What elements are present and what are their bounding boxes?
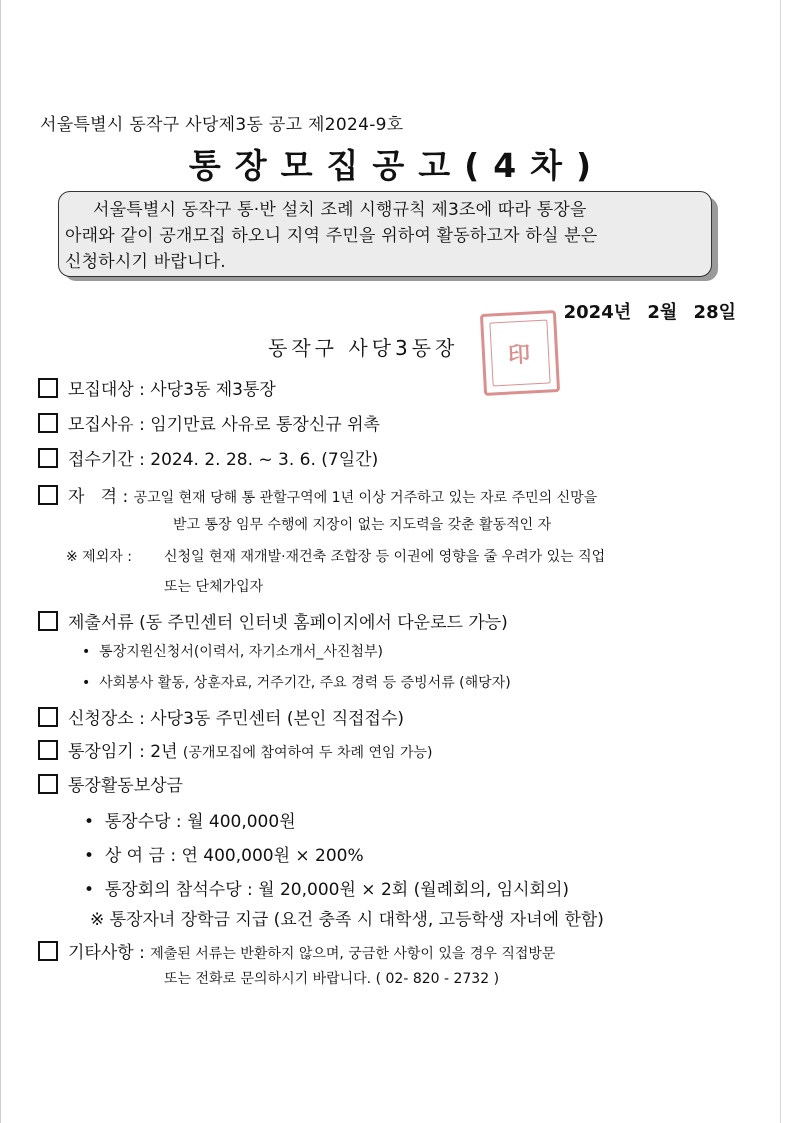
- official-seal: [480, 310, 560, 396]
- item-label: 모집사유: [68, 415, 134, 435]
- item-other: 기타사항 : 제출된 서류는 반환하지 않으며, 궁금한 사항이 있을 경우 직접방문: [38, 938, 555, 963]
- exclusion-label: ※ 제외자 :: [66, 549, 132, 565]
- item-term: 통장임기 : 2년 (공개모집에 참여하여 두 차례 연임 가능): [38, 737, 432, 762]
- notice-date: 2024년 2월 28일: [563, 302, 736, 323]
- item-compensation: [38, 771, 183, 796]
- intro-line-3: 신청하시기 바랍니다.: [65, 252, 226, 272]
- item-qualification: 자 격 : 공고일 현재 당해 통 관할구역에 1년 이상 거주하고 있는 자로 주민의 신망을: [38, 482, 597, 507]
- notice-number: 서울특별시 동작구 사당제3동 공고 제2024-9호: [40, 115, 404, 135]
- item-label: 통장활동보상금: [68, 776, 183, 796]
- intro-line-1: 서울특별시 동작구 통·반 설치 조례 시행규칙 제3조에 따라 통장을: [93, 200, 587, 220]
- item-period: 접수기간 : 2024. 2. 28. ~ 3. 6. (7일간): [38, 445, 378, 470]
- bullet-text: 상 여 금 : 연 400,000원 × 200%: [104, 846, 364, 866]
- item-label: 접수기간: [68, 450, 134, 470]
- exclusion-line-1: 신청일 현재 재개발·재건축 조합장 등 이권에 영향을 줄 우려가 있는 직업: [164, 549, 606, 565]
- documents-bullet-1: • 통장지원신청서(이력서, 자기소개서_사진첨부): [82, 644, 383, 660]
- item-value: 2024. 2. 28. ~ 3. 6. (7일간): [150, 450, 379, 470]
- seal-glyph: 印: [507, 341, 533, 369]
- checkbox-icon: [38, 774, 58, 794]
- bullet-text: 통장회의 참석수당 : 월 20,000원 × 2회 (월례회의, 임시회의): [104, 880, 570, 900]
- item-recruit-reason: 모집사유 : 임기만료 사유로 통장신규 위촉: [38, 410, 380, 435]
- item-label: 제출서류 (동 주민센터 인터넷 홈페이지에서 다운로드 가능): [68, 613, 508, 633]
- item-value: 임기만료 사유로 통장신규 위촉: [150, 415, 380, 435]
- item-label: 신청장소: [68, 709, 134, 729]
- item-value: 사당3동 주민센터 (본인 직접접수): [150, 709, 405, 729]
- item-place: 신청장소 : 사당3동 주민센터 (본인 직접접수): [38, 704, 404, 729]
- item-label: 통장임기: [68, 742, 134, 762]
- checkbox-icon: [38, 378, 58, 398]
- checkbox-icon: [38, 941, 58, 961]
- compensation-note: ※ 통장자녀 장학금 지급 (요건 충족 시 대학생, 고등학생 자녀에 한함): [90, 910, 604, 930]
- other-line-2: 또는 전화로 문의하시기 바랍니다. ( 02- 820 - 2732 ): [164, 971, 500, 987]
- item-recruit-target: 모집대상 : 사당3동 제3통장: [38, 375, 276, 400]
- intro-text: [58, 191, 712, 277]
- compensation-bullet-1: • 통장수당 : 월 400,000원: [84, 812, 296, 832]
- compensation-bullet-3: • 통장회의 참석수당 : 월 20,000원 × 2회 (월례회의, 임시회의): [84, 880, 570, 900]
- item-documents: [38, 608, 508, 633]
- intro-box: [58, 191, 712, 275]
- checkbox-icon: [38, 740, 58, 760]
- intro-line-2: 아래와 같이 공개모집 하오니 지역 주민을 위하여 활동하고자 하실 분은: [65, 226, 598, 246]
- checkbox-icon: [38, 413, 58, 433]
- item-value: 2년: [150, 742, 178, 762]
- other-line-1: 제출된 서류는 반환하지 않으며, 궁금한 사항이 있을 경우 직접방문: [150, 946, 556, 962]
- bullet-text: 사회봉사 활동, 상훈자료, 거주기간, 주요 경력 등 증빙서류 (해당자): [99, 675, 511, 691]
- compensation-bullet-2: • 상 여 금 : 연 400,000원 × 200%: [84, 846, 364, 866]
- item-value: 사당3동 제3통장: [150, 380, 276, 400]
- checkbox-icon: [38, 485, 58, 505]
- page-title: 통장모집공고(4차): [188, 146, 606, 185]
- item-label: 모집대상: [68, 380, 134, 400]
- documents-bullet-2: • 사회봉사 활동, 상훈자료, 거주기간, 주요 경력 등 증빙서류 (해당자): [82, 675, 511, 691]
- term-note: (공개모집에 참여하여 두 차례 연임 가능): [182, 745, 433, 761]
- qualification-line-1: 공고일 현재 당해 통 관할구역에 1년 이상 거주하고 있는 자로 주민의 신망을: [133, 490, 598, 506]
- signer: 동작구 사당3동장: [268, 336, 459, 360]
- bullet-text: 통장수당 : 월 400,000원: [104, 812, 296, 832]
- exclusion-line-2: 또는 단체가입자: [164, 579, 264, 595]
- checkbox-icon: [38, 448, 58, 468]
- qualification-line-2: 받고 통장 임무 수행에 지장이 없는 지도력을 갖춘 활동적인 자: [173, 517, 552, 533]
- item-label: 기타사항: [68, 943, 134, 963]
- item-label: 자 격: [68, 487, 118, 507]
- bullet-text: 통장지원신청서(이력서, 자기소개서_사진첨부): [99, 644, 383, 660]
- checkbox-icon: [38, 707, 58, 727]
- checkbox-icon: [38, 611, 58, 631]
